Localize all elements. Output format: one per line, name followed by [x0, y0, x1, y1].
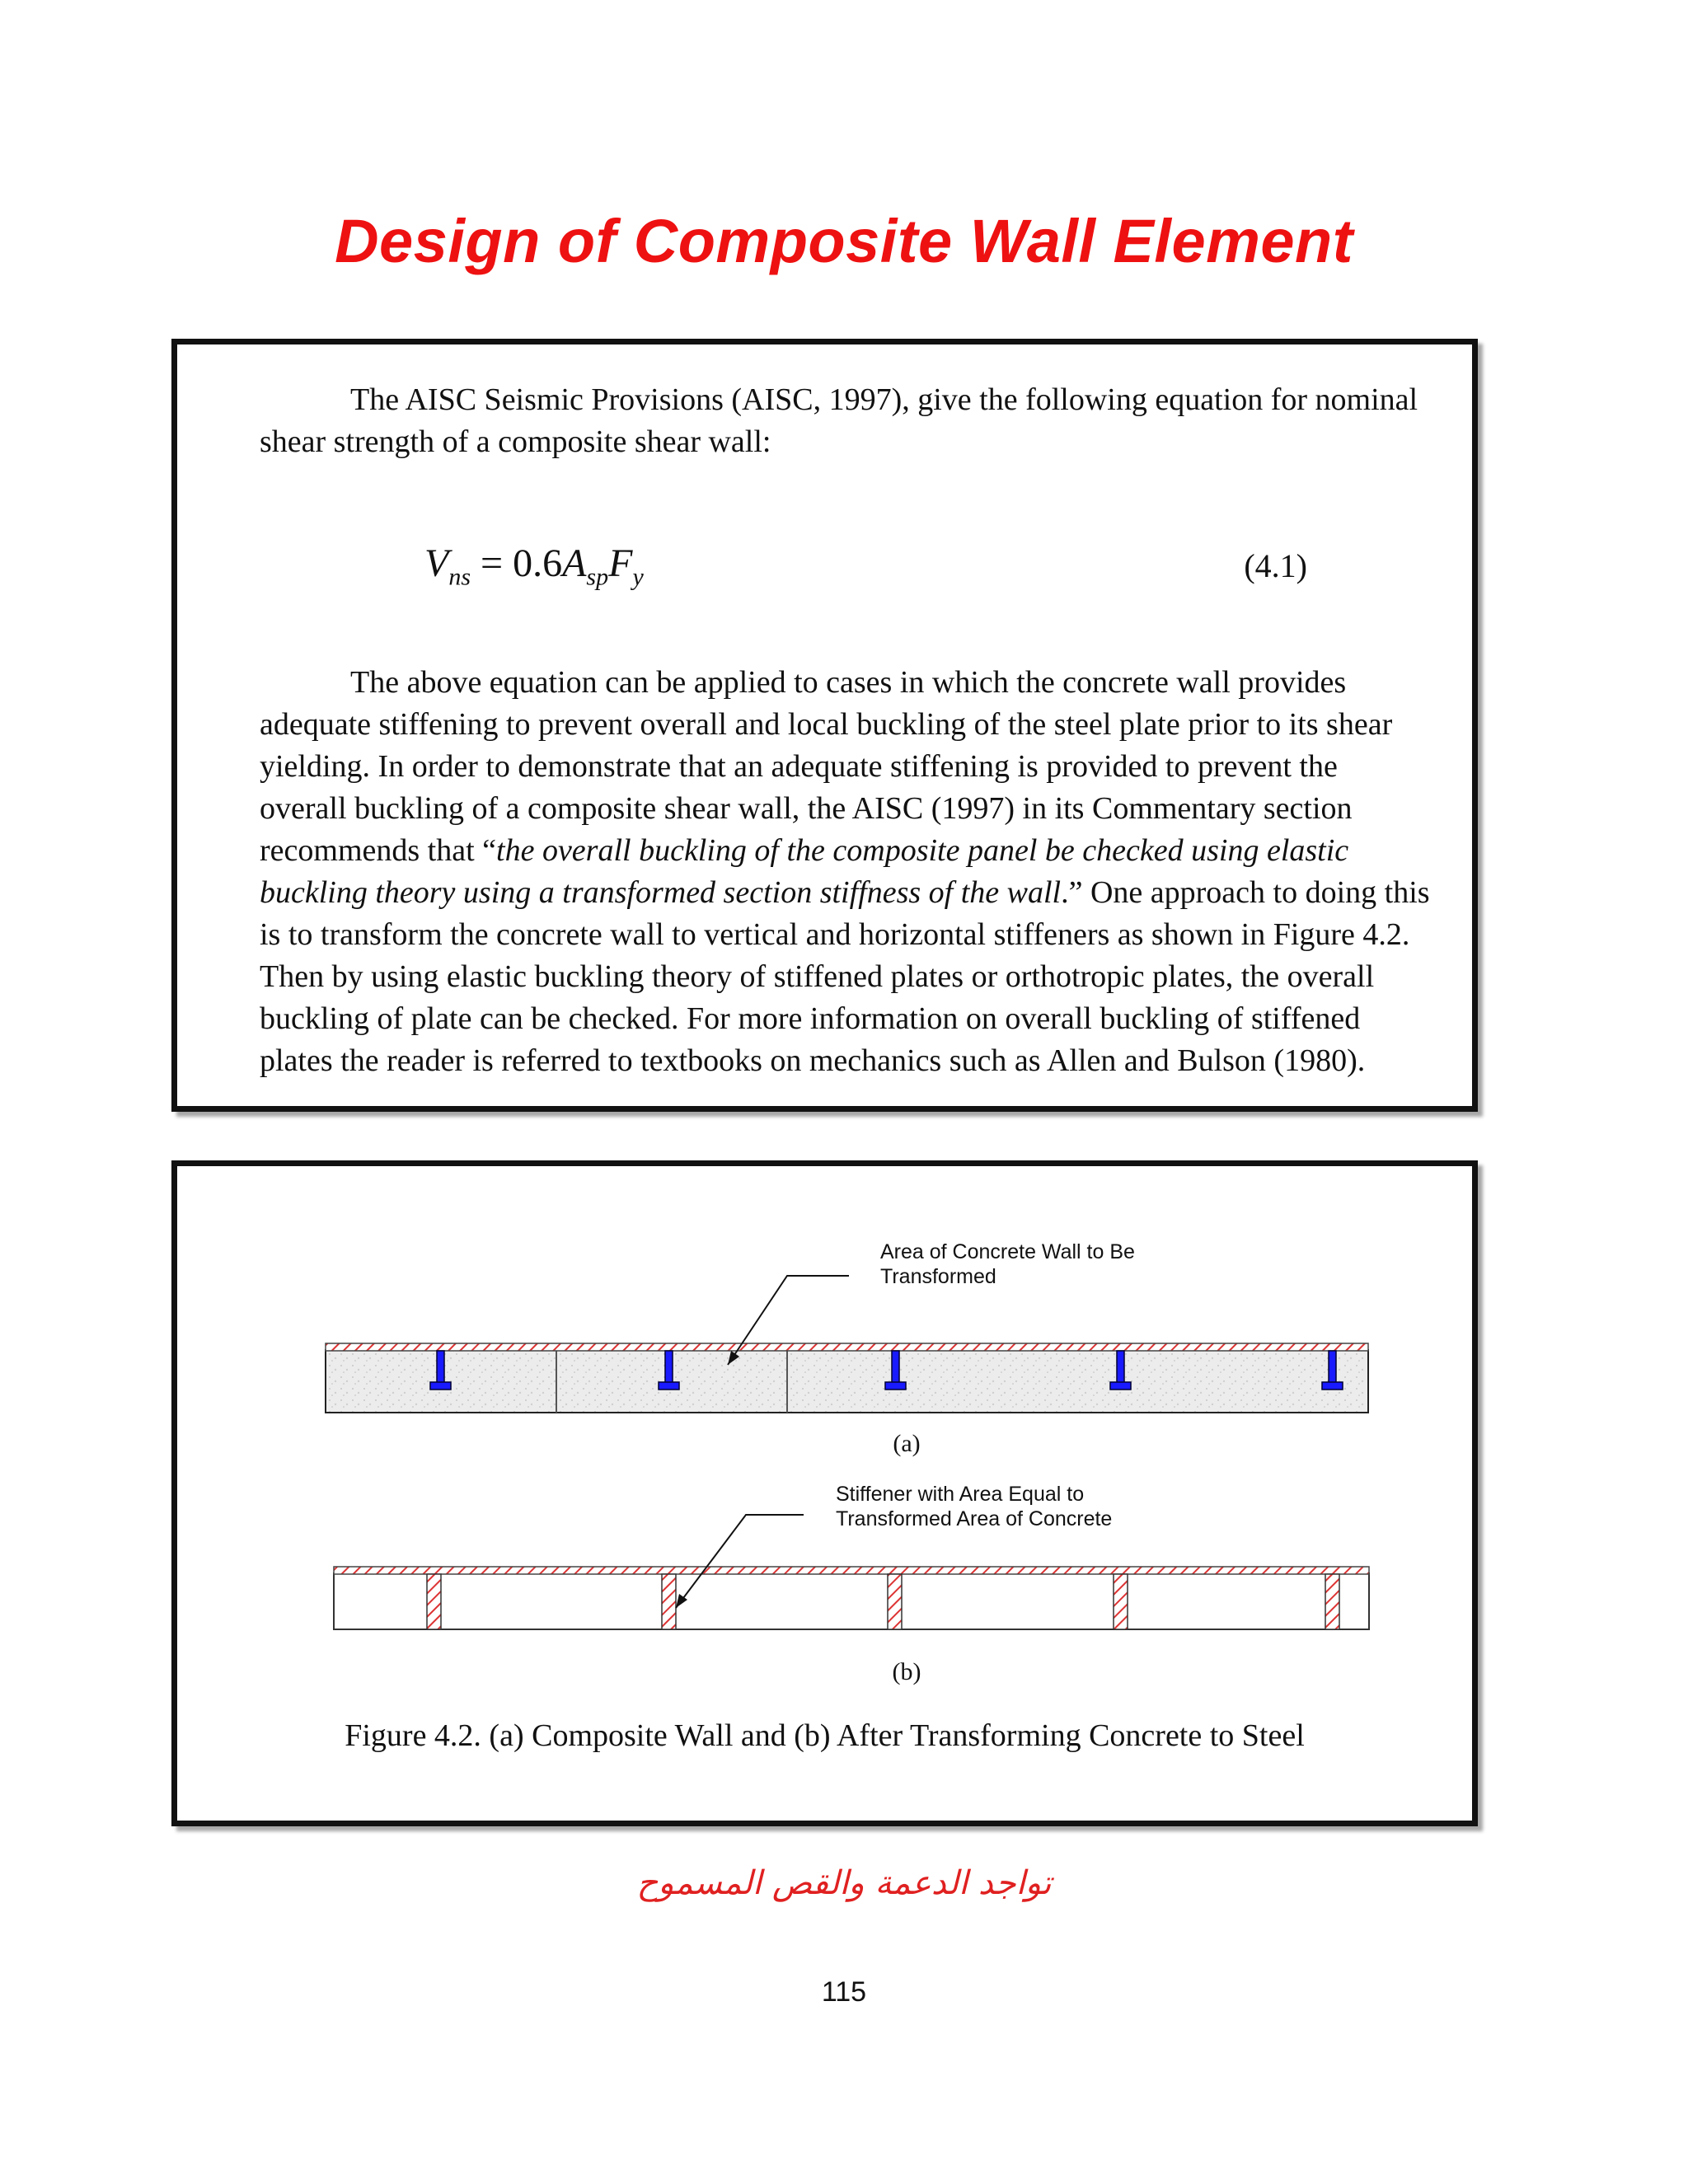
label-b-line1: Stiffener with Area Equal to [836, 1483, 1085, 1506]
paragraph-intro-text: The AISC Seismic Provisions (AISC, 1997), give the following equation for nominal shear strength of a composite shear wall: [260, 382, 1418, 459]
paragraph-body-italic: the overall buckling of the composite panel be checked using elastic buckling theory using a transformed section stiffness of the wall [260, 833, 1349, 910]
eq-f: F [608, 541, 633, 585]
figure-box [171, 1160, 1478, 1826]
label-a-line1: Area of Concrete Wall to Be [880, 1240, 1135, 1263]
paragraph-intro [260, 379, 1430, 463]
eq-a: A [562, 541, 587, 585]
equation-4-1 [424, 541, 644, 592]
paragraph-body-text-a: The above equation can be applied to cases in which the concrete wall provides adequate stiffening to prevent overall and local buckling of the steel plate prior to its shear yielding. In order to demonstrate that an adequate stiffening is provided to prevent the overall buckling of a composite shear wall, the AISC (1997) in its Commentary section recommends that “ [260, 665, 1393, 868]
page-title: Design of Composite Wall Element [335, 207, 1353, 275]
transformed-wall-b [334, 1515, 1369, 1629]
page-number: 115 [821, 1976, 867, 2008]
eq-f-sub: y [632, 563, 644, 591]
composite-wall-a [326, 1276, 1368, 1413]
eq-rhs: = 0.6 [471, 541, 563, 585]
equation-number: (4.1) [1244, 547, 1307, 584]
subfigure-a-label: (a) [893, 1430, 921, 1457]
eq-a-sub: sp [586, 563, 609, 591]
subfigure-b-label: (b) [892, 1658, 921, 1685]
label-a-line2: Transformed [880, 1265, 996, 1288]
eq-v: V [424, 541, 449, 585]
figure-caption: Figure 4.2. (a) Composite Wall and (b) After Transforming Concrete to Steel [345, 1718, 1305, 1753]
label-b-line2: Transformed Area of Concrete [836, 1507, 1113, 1530]
eq-v-sub: ns [448, 563, 471, 591]
text-box [171, 339, 1478, 1112]
arabic-note: تواجد الدعمة والقص المسموح [636, 1864, 1052, 1902]
paragraph-body [260, 662, 1430, 1082]
paragraph-body-text-b: .” One approach to doing this is to transform the concrete wall to vertical and horizontal stiffeners as shown in Figure 4.2. Then by using elastic buckling theory of stiffened plates or orthotropic plates, the overall buckling of plate can be checked. For more information on overall buckling of stiffened plates the reader is referred to textbooks on mechanics such as Allen and Bulson (1980). [260, 875, 1430, 1078]
